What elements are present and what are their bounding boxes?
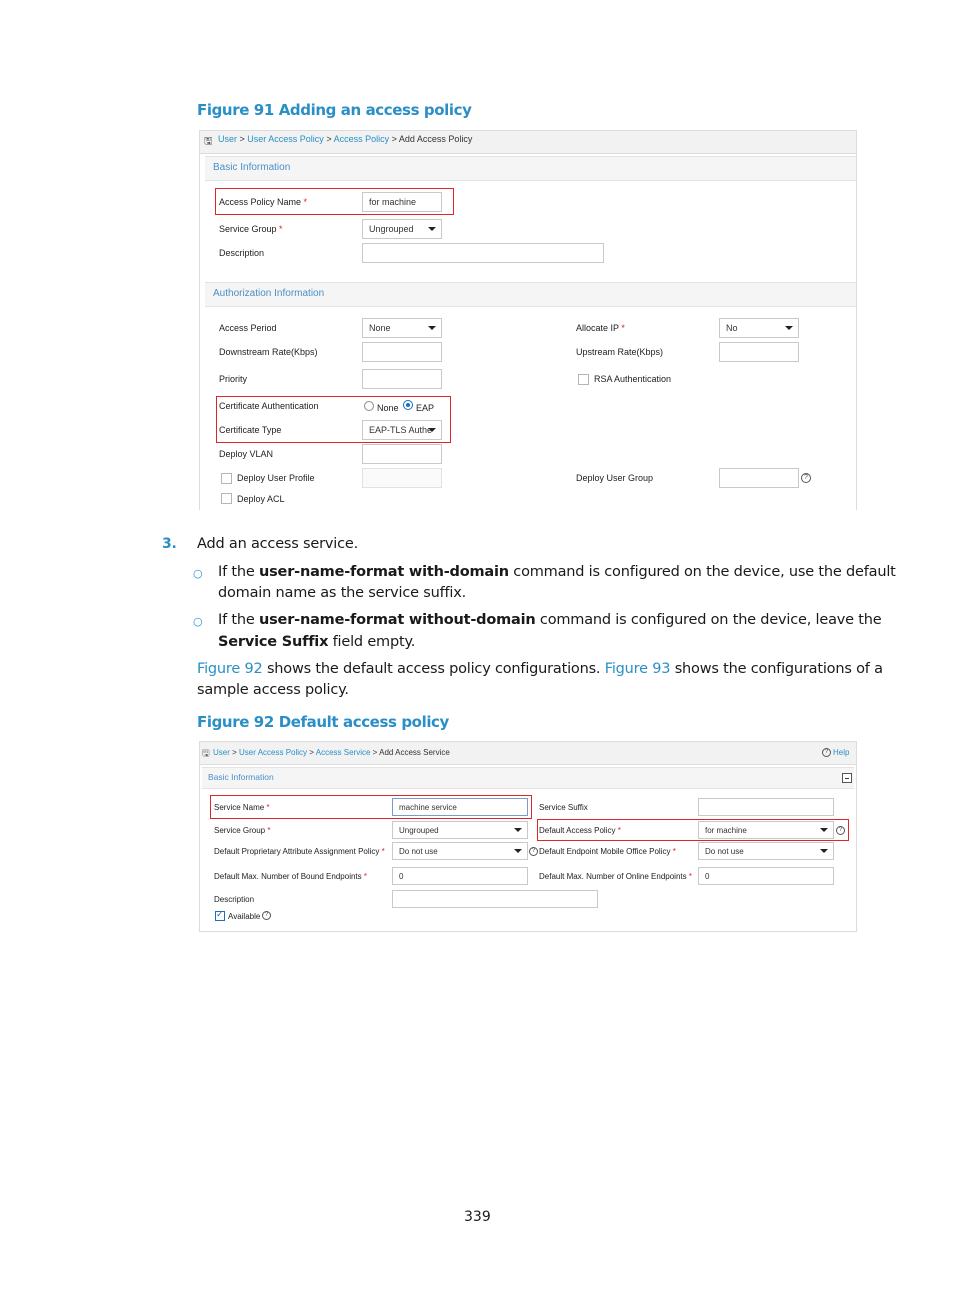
default-access-policy-select[interactable]: for machine <box>698 821 834 839</box>
available-checkbox[interactable] <box>215 911 225 921</box>
deploy-acl-label: Deploy ACL <box>237 494 285 504</box>
priority-label: Priority <box>219 374 248 384</box>
basic-info-title: Basic Information <box>213 162 291 173</box>
figure-92-caption: Figure 92 Default access policy <box>197 713 449 731</box>
figure-91-screenshot <box>199 130 857 510</box>
allocate-ip-label: Allocate IP * <box>576 323 625 333</box>
check-icon: ✓ <box>216 909 224 919</box>
help-icon[interactable]: ? <box>262 911 271 920</box>
cert-eap-radio[interactable] <box>403 400 413 410</box>
max-online-endpoints-label: Default Max. Number of Online Endpoints * <box>539 872 692 881</box>
deploy-vlan-label: Deploy VLAN <box>219 449 274 459</box>
bullet-2-line-1: If the user-name-format without-domain command is configured on the device, leave the <box>218 612 882 628</box>
upstream-rate-input[interactable] <box>719 342 799 362</box>
endpoint-mobile-policy-label: Default Endpoint Mobile Office Policy * <box>539 847 676 856</box>
default-access-policy-label: Default Access Policy * <box>539 826 621 835</box>
breadcrumb-current: Add Access Policy <box>398 134 473 144</box>
breadcrumb-access-service[interactable]: Access Service <box>315 748 371 757</box>
service-group-select[interactable]: Ungrouped <box>392 821 528 839</box>
deploy-user-group-input[interactable] <box>719 468 799 488</box>
deploy-vlan-input[interactable] <box>362 444 442 464</box>
deploy-acl-checkbox[interactable] <box>221 493 232 504</box>
auth-info-title: Authorization Information <box>213 288 325 299</box>
cert-eap-label: EAP <box>416 403 435 413</box>
breadcrumb-user-access-policy[interactable]: User Access Policy <box>247 134 324 144</box>
service-name-input[interactable]: machine service <box>392 798 528 816</box>
figure-91-caption: Figure 91 Adding an access policy <box>197 101 472 119</box>
proprietary-policy-label: Default Proprietary Attribute Assignment Policy * <box>214 847 385 856</box>
bullet-circle-icon: ○ <box>193 615 203 628</box>
rsa-auth-label: RSA Authentication <box>594 374 672 384</box>
cert-none-label: None <box>377 403 399 413</box>
available-label: Available <box>228 912 261 921</box>
downstream-rate-label: Downstream Rate(Kbps) <box>219 347 318 357</box>
allocate-ip-select[interactable]: No <box>719 318 799 338</box>
figure-92-screenshot <box>199 741 857 932</box>
basic-info-header <box>205 156 856 181</box>
paragraph-line-2: sample access policy. <box>197 682 349 698</box>
policy-name-label: Access Policy Name * <box>219 197 308 207</box>
breadcrumb-current: Add Access Service <box>379 748 450 757</box>
step-number: 3. <box>162 536 177 552</box>
upstream-rate-label: Upstream Rate(Kbps) <box>576 347 664 357</box>
help-icon[interactable]: ? <box>822 748 831 757</box>
breadcrumb-user-access-policy[interactable]: User Access Policy <box>239 748 308 757</box>
proprietary-policy-select[interactable]: Do not use <box>392 842 528 860</box>
access-period-label: Access Period <box>219 323 277 333</box>
page-number: 339 <box>464 1209 491 1225</box>
bullet-1-line-1: If the user-name-format with-domain command is configured on the device, use the default <box>218 564 896 580</box>
basic-info-title: Basic Information <box>208 772 274 782</box>
help-icon[interactable]: ? <box>529 847 538 856</box>
collapse-icon[interactable] <box>842 773 852 783</box>
max-bound-endpoints-input[interactable]: 0 <box>392 867 528 885</box>
policy-name-input[interactable]: for machine <box>362 192 442 212</box>
help-icon[interactable]: ? <box>801 473 811 483</box>
service-group-select[interactable]: Ungrouped <box>362 219 442 239</box>
figure-92-link[interactable]: Figure 92 <box>197 661 263 677</box>
cert-auth-label: Certificate Authentication <box>219 401 319 411</box>
deploy-user-profile-checkbox[interactable] <box>221 473 232 484</box>
max-bound-endpoints-label: Default Max. Number of Bound Endpoints * <box>214 872 367 881</box>
downstream-rate-input[interactable] <box>362 342 442 362</box>
help-link[interactable]: Help <box>833 748 850 757</box>
deploy-user-group-label: Deploy User Group <box>576 473 654 483</box>
service-name-label: Service Name * <box>214 803 270 812</box>
description-label: Description <box>219 248 265 258</box>
deploy-user-profile-input <box>362 468 442 488</box>
paragraph-line-1: Figure 92 shows the default access policy configurations. Figure 93 shows the configurations of a <box>197 661 883 677</box>
service-suffix-label: Service Suffix <box>539 803 588 812</box>
figure-93-link[interactable]: Figure 93 <box>604 661 671 677</box>
service-group-label: Service Group * <box>219 224 283 234</box>
breadcrumb: User > User Access Policy > Access Policy > Add Access Policy <box>218 134 473 144</box>
max-online-endpoints-input[interactable]: 0 <box>698 867 834 885</box>
bullet-2-line-2: Service Suffix field empty. <box>218 634 416 650</box>
cert-type-label: Certificate Type <box>219 425 282 435</box>
user-icon: 🖫 <box>202 748 210 758</box>
access-period-select[interactable]: None <box>362 318 442 338</box>
service-group-label: Service Group * <box>214 826 271 835</box>
service-suffix-input[interactable] <box>698 798 834 816</box>
help-icon[interactable]: ? <box>836 826 845 835</box>
cert-type-select[interactable]: EAP-TLS Authe <box>362 420 442 440</box>
user-icon: 🖫 <box>204 136 213 147</box>
breadcrumb-user[interactable]: User <box>213 748 230 757</box>
bullet-1-line-2: domain name as the service suffix. <box>218 585 467 601</box>
rsa-auth-checkbox[interactable] <box>578 374 589 385</box>
breadcrumb: User > User Access Policy > Access Service > Add Access Service <box>213 748 450 757</box>
cert-none-radio[interactable] <box>364 401 374 411</box>
description-input[interactable] <box>392 890 598 908</box>
breadcrumb-user[interactable]: User <box>218 134 238 144</box>
bullet-circle-icon: ○ <box>193 567 203 580</box>
description-input[interactable] <box>362 243 604 263</box>
endpoint-mobile-policy-select[interactable]: Do not use <box>698 842 834 860</box>
deploy-user-profile-label: Deploy User Profile <box>237 473 315 483</box>
breadcrumb-access-policy[interactable]: Access Policy <box>333 134 390 144</box>
description-label: Description <box>214 895 255 904</box>
step-text: Add an access service. <box>197 536 358 552</box>
priority-input[interactable] <box>362 369 442 389</box>
basic-info-header <box>202 767 854 789</box>
